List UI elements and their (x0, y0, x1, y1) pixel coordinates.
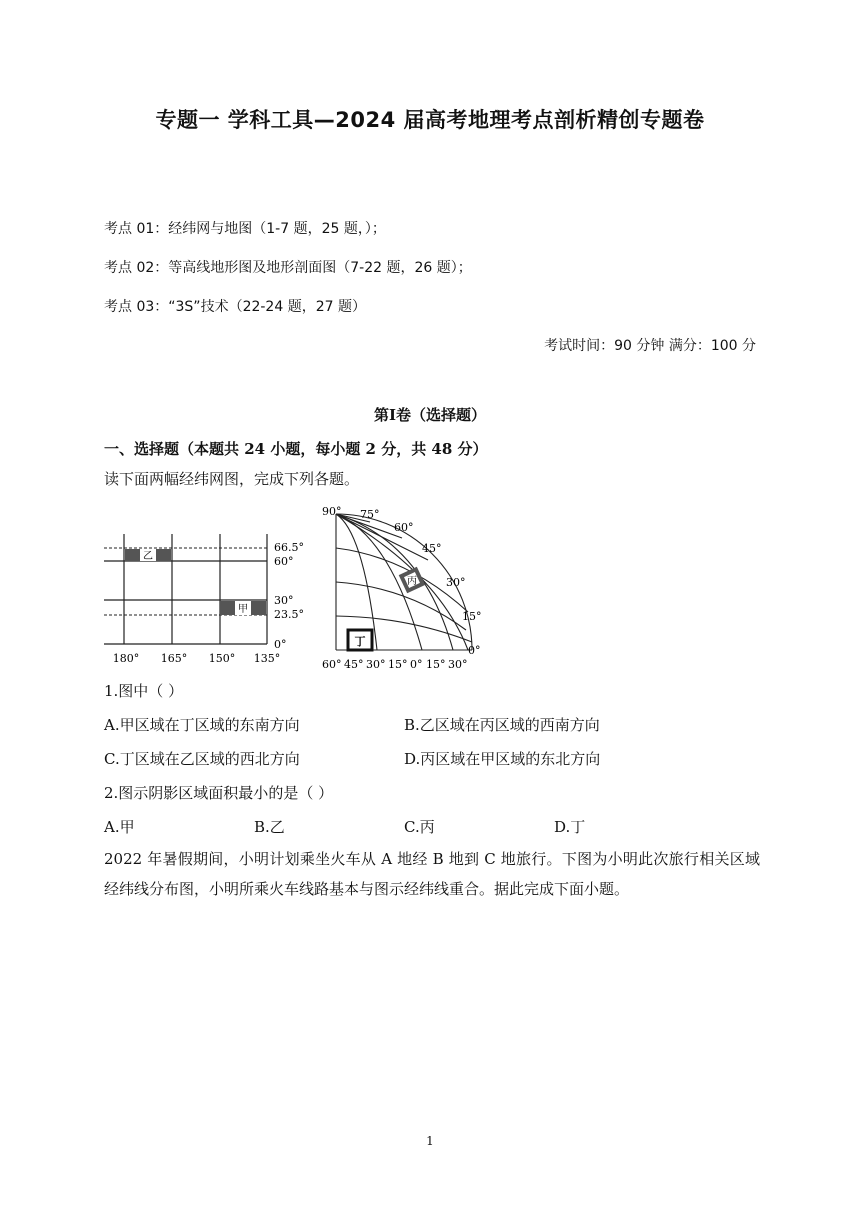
region-label-jia: 甲 (238, 604, 248, 615)
polar-label: 60° (394, 521, 414, 534)
lon-label: 150° (208, 652, 236, 665)
polar-bottom-label: 15° (426, 658, 446, 671)
polar-bottom-label: 45° (344, 658, 364, 671)
kaodian-1: 考点 01：经纬网与地图（1-7 题，25 题，）； (104, 221, 386, 237)
intro-text: 读下面两幅经纬网图，完成下列各题。 (104, 470, 360, 488)
lat-label: 30° (274, 594, 294, 607)
q1-option-a: A.甲区域在丁区域的东南方向 (104, 716, 300, 734)
q2-stem: 2.图示阴影区域面积最小的是（ ） (104, 784, 334, 802)
graticule-map-rect (104, 528, 314, 668)
lat-label: 23.5° (274, 608, 304, 621)
lat-label: 0° (274, 638, 287, 651)
page-title: 专题一 学科工具—2024 届高考地理考点剖析精创专题卷 (155, 108, 705, 132)
lon-label: 180° (112, 652, 140, 665)
polar-bottom-label: 30° (366, 658, 386, 671)
passage-text: 2022 年暑假期间，小明计划乘坐火车从 A 地经 B 地到 C 地旅行。下图为小明此次旅行相关区域经纬线分布图，小明所乘火车线路基本与图示经纬线重合。据此完成下面小题。 (104, 850, 760, 898)
part-heading: 一、选择题（本题共 24 小题，每小题 2 分，共 48 分） (104, 440, 488, 458)
region-label-ding: 丁 (354, 635, 366, 648)
q1-stem: 1.图中（ ） (104, 682, 184, 700)
q1-option-c: C.丁区域在乙区域的西北方向 (104, 750, 300, 768)
lon-label: 135° (253, 652, 281, 665)
polar-bottom-label: 0° (410, 658, 423, 671)
polar-bottom-label: 30° (448, 658, 468, 671)
q2-option-d: D.丁 (554, 818, 586, 836)
q2-option-b: B.乙 (254, 818, 285, 836)
lat-label: 60° (274, 555, 294, 568)
graticule-map-polar (318, 502, 488, 672)
polar-label: 45° (422, 542, 442, 555)
lat-label: 66.5° (274, 541, 304, 554)
kaodian-3: 考点 03：“3S”技术（22-24 题，27 题） (104, 299, 366, 315)
page-number: 1 (426, 1134, 434, 1148)
exam-info: 考试时间：90 分钟 满分：100 分 (544, 338, 756, 354)
q1-option-d: D.丙区域在甲区域的东北方向 (404, 750, 601, 768)
polar-label: 15° (462, 610, 482, 623)
polar-label: 90° (322, 505, 342, 518)
q1-option-b: B.乙区域在丙区域的西南方向 (404, 716, 600, 734)
polar-bottom-label: 15° (388, 658, 408, 671)
region-label-bing: 丙 (407, 576, 417, 587)
region-label-yi: 乙 (143, 551, 153, 562)
polar-label: 0° (468, 644, 481, 657)
polar-bottom-label: 60° (322, 658, 342, 671)
q2-option-a: A.甲 (104, 818, 135, 836)
q2-option-c: C.丙 (404, 818, 435, 836)
lon-label: 165° (160, 652, 188, 665)
section-title: 第Ⅰ卷（选择题） (373, 406, 487, 424)
kaodian-2: 考点 02：等高线地形图及地形剖面图（7-22 题，26 题）； (104, 260, 472, 276)
polar-label: 30° (446, 576, 466, 589)
polar-label: 75° (360, 508, 380, 521)
